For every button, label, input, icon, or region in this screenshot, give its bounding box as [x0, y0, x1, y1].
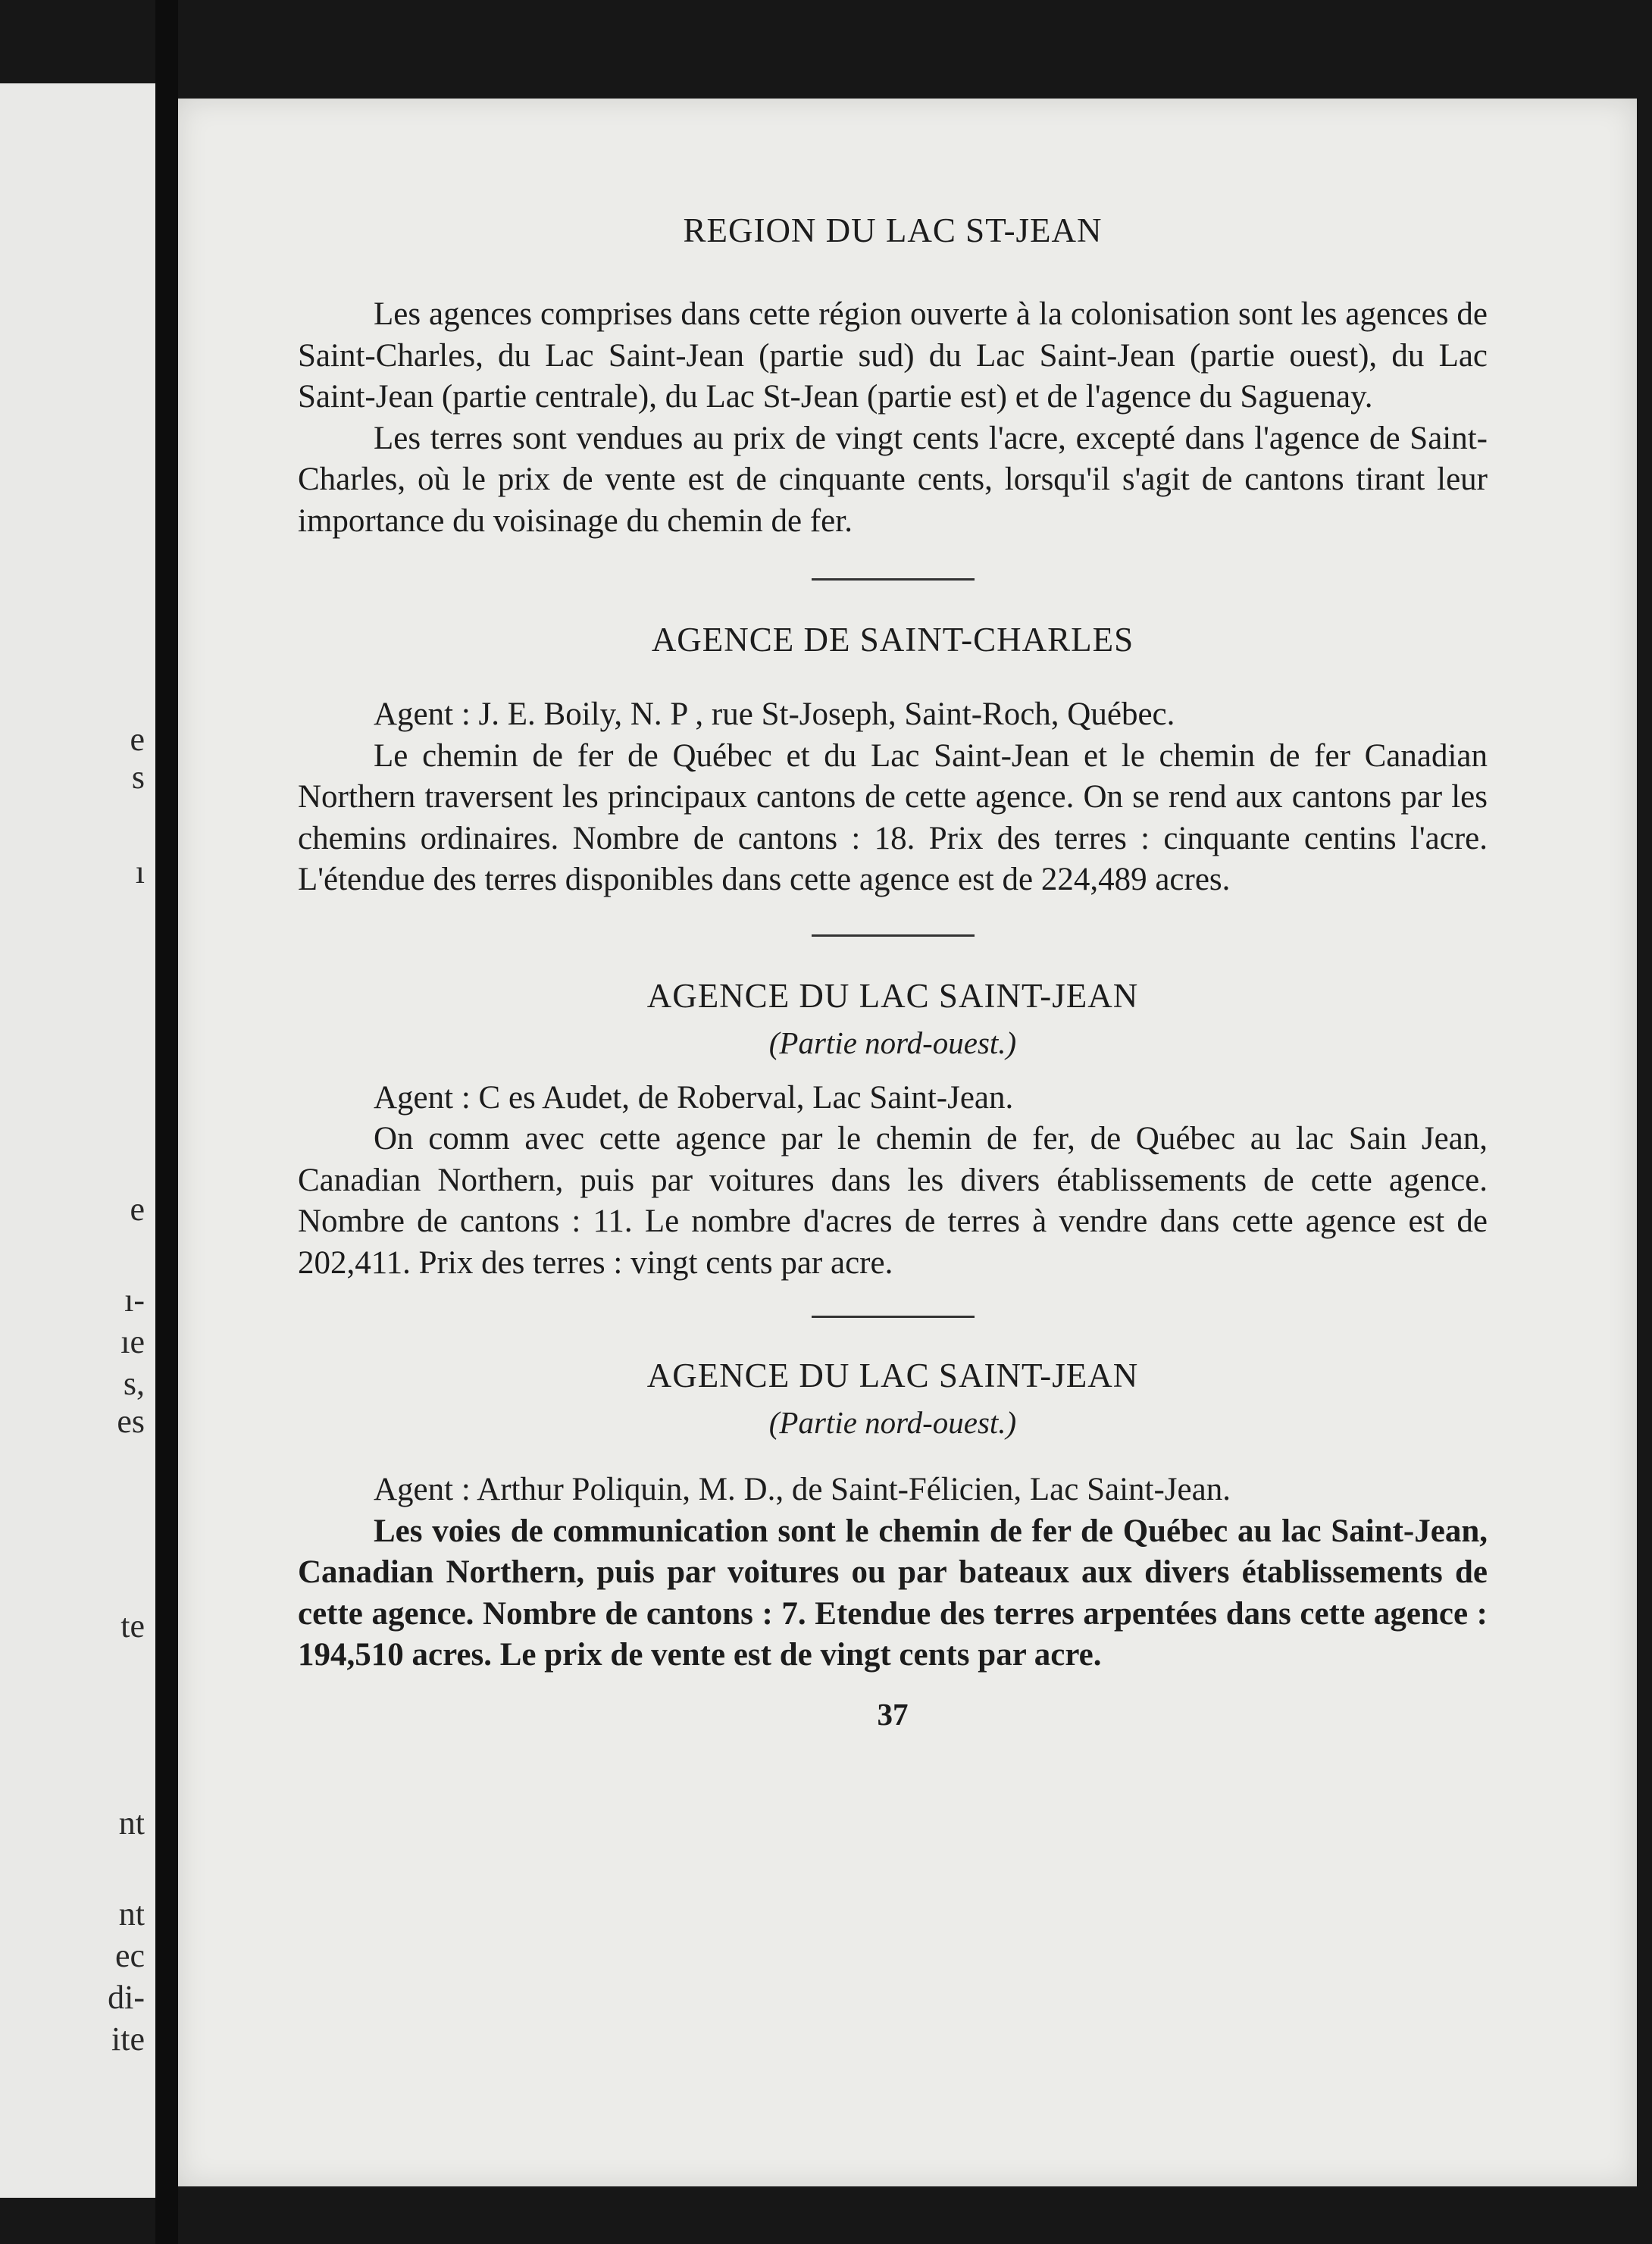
- section-heading-lac-saint-jean-1: AGENCE DU LAC SAINT-JEAN: [646, 976, 1139, 1015]
- left-page-fragment: e: [130, 1191, 145, 1228]
- section-heading-region: REGION DU LAC ST-JEAN: [683, 211, 1103, 249]
- section-subheading-1: (Partie nord-ouest.): [768, 1025, 1017, 1060]
- section-subheading-2: (Partie nord-ouest.): [768, 1405, 1017, 1440]
- left-page-fragment: ite: [111, 2020, 145, 2058]
- left-page-fragment: ec: [114, 1937, 145, 1974]
- lac-saint-jean-1-agent: Agent : C es Audet, de Roberval, Lac Saint-Jean.: [374, 1079, 1014, 1116]
- saint-charles-paragraph: Le chemin de fer de Québec et du Lac Saint-Jean et le chemin de fer Canadian Northern traversent les principaux cantons de cette agence. On se rend aux cantons par les chemins ordinaires. Nombre de cantons : 18. Prix des terres : cinquante centins l'acre. L'étendue des terres disponibles dans cette agence est de 224,489 acres.: [298, 737, 1488, 897]
- lac-saint-jean-2-agent: Agent : Arthur Poliquin, M. D., de Saint-Félicien, Lac Saint-Jean.: [374, 1472, 1231, 1507]
- left-page-fragment: te: [120, 1607, 145, 1645]
- left-page-fragment: s: [131, 759, 145, 796]
- lac-saint-jean-2-paragraph: Les voies de communication sont le chemin de fer de Québec au lac Saint-Jean, Canadian Northern, puis par voitures ou par bateaux aux divers établissements de cette agence. Nombre de cantons : 7. Etendue des terres arpentées dans cette agence : 194,510 acres. Le prix de vente est de vingt cents par acre.: [298, 1513, 1488, 1673]
- page-number: 37: [877, 1696, 909, 1732]
- section-divider: [812, 578, 975, 581]
- document-page: [178, 99, 1637, 2186]
- book-gutter: [155, 0, 178, 2244]
- left-page-fragment: nt: [118, 1804, 145, 1842]
- left-page-fragment: di-: [108, 1979, 145, 2016]
- left-page-fragment: e: [130, 721, 145, 758]
- section-divider: [812, 1316, 975, 1318]
- section-heading-saint-charles: AGENCE DE SAINT-CHARLES: [651, 621, 1134, 659]
- left-page-fragment: nt: [118, 1895, 145, 1933]
- lac-saint-jean-1-paragraph: On comm avec cette agence par le chemin de fer, de Québec au lac Sain Jean, Canadian Northern, puis par voitures dans les divers établissements de cette agence. Nombre de cantons : 11. Le nombre d'acres de terres à vendre dans cette agence est de 202,411. Prix des terres : vingt cents par acre.: [298, 1121, 1488, 1281]
- region-paragraph-1: Les agences comprises dans cette région ouverte à la colonisation sont les agences de Saint-Charles, du Lac Saint-Jean (partie sud) du Lac Saint-Jean (partie ouest), du Lac Saint-Jean (partie centrale), du Lac St-Jean (partie est) et de l'agence du Saguenay.: [298, 296, 1488, 415]
- left-page-edge: [0, 83, 155, 2198]
- left-page-fragment: ı-: [124, 1282, 145, 1319]
- left-page-fragment: ıe: [120, 1323, 145, 1360]
- region-paragraph-2: Les terres sont vendues au prix de vingt cents l'acre, excepté dans l'agence de Saint-Charles, où le prix de vente est de cinquante cents, lorsqu'il s'agit de cantons tirant leur importance du voisinage du chemin de fer.: [298, 420, 1488, 539]
- saint-charles-agent: Agent : J. E. Boily, N. P , rue St-Joseph, Saint-Roch, Québec.: [374, 696, 1175, 732]
- left-page-fragment: es: [117, 1403, 145, 1440]
- page-content: [298, 211, 1488, 1732]
- left-page-fragment: ı: [135, 853, 145, 890]
- left-page-fragment: s,: [123, 1365, 145, 1402]
- section-divider: [812, 934, 975, 937]
- section-heading-lac-saint-jean-2: AGENCE DU LAC SAINT-JEAN: [646, 1357, 1139, 1394]
